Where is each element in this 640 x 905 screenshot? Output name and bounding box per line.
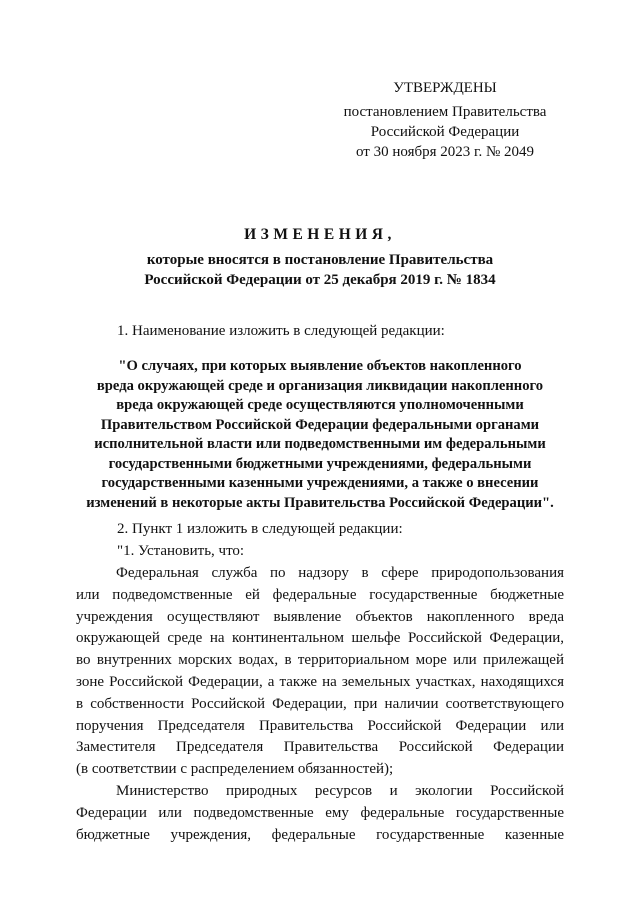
approval-line: Российской Федерации xyxy=(370,124,520,140)
quoted-title xyxy=(0,357,640,513)
approval-line: постановлением Правительства xyxy=(343,104,547,120)
approval-block xyxy=(330,78,560,162)
subtitle-line: Российской Федерации от 25 декабря 2019 г. № 1834 xyxy=(144,272,496,288)
quote-line: "О случаях, при которых выявление объектов накопленного xyxy=(118,358,522,374)
paragraph-line: (в соответствии с распределением обязанностей); xyxy=(76,761,394,778)
quote-line: изменений в некоторые акты Правительства Российской Федерации". xyxy=(86,494,554,511)
paragraph-line: Заместителя Председателя Правительства Российской Федерации xyxy=(76,739,564,756)
quote-line: вреда окружающей среде и организация ликвидации накопленного xyxy=(96,377,544,394)
paragraph-line: бюджетные учреждения, федеральные государственные казенные xyxy=(76,826,564,843)
quote-line: государственными казенными учреждениями, а также о внесении xyxy=(101,475,539,491)
paragraph-line: Федеральная служба по надзору в сфере природопользования xyxy=(116,565,564,581)
document-title: ИЗМЕНЕНИЯ, xyxy=(244,226,396,243)
paragraph-2 xyxy=(76,781,564,846)
approval-stamp: УТВЕРЖДЕНЫ xyxy=(393,80,497,96)
paragraph-line: во внутренних морских водах, в территориальном море или прилежащей xyxy=(76,652,564,669)
paragraph-line: в собственности Российской Федерации, при наличии соответствующего xyxy=(76,695,564,712)
document-subtitle xyxy=(0,250,640,290)
paragraph-line: Федерации или подведомственные ему федеральные государственные xyxy=(76,804,564,821)
quote-line: исполнительной власти или подведомственными им федеральными xyxy=(94,436,546,452)
paragraph-line: поручения Председателя Правительства Российской Федерации или xyxy=(76,717,564,734)
quote-line: Правительством Российской Федерации федеральными органами xyxy=(100,416,540,433)
quote-line: государственными бюджетными учреждениями, федеральными xyxy=(108,455,532,472)
paragraph-line: или подведомственные ей федеральные государственные бюджетные xyxy=(76,586,564,603)
subtitle-line: которые вносятся в постановление Правительства xyxy=(146,252,494,268)
item-2: 2. Пункт 1 изложить в следующей редакции: xyxy=(117,521,403,537)
item-1: 1. Наименование изложить в следующей редакции: xyxy=(117,323,445,339)
paragraph-1 xyxy=(76,563,564,781)
paragraph-line: зоне Российской Федерации, а также на земельных участках, находящихся xyxy=(76,673,564,690)
quote-line: вреда окружающей среде осуществляются уполномоченными xyxy=(116,397,524,413)
approval-line: от 30 ноября 2023 г. № 2049 xyxy=(355,144,535,160)
paragraph-line: учреждения осуществляют выявление объектов накопленного вреда xyxy=(76,608,564,625)
item-2-sub: "1. Установить, что: xyxy=(117,543,245,559)
paragraph-line: окружающей среде на континентальном шельфе Российской Федерации, xyxy=(76,630,564,647)
paragraph-line: Министерство природных ресурсов и экологии Российской xyxy=(116,783,564,799)
